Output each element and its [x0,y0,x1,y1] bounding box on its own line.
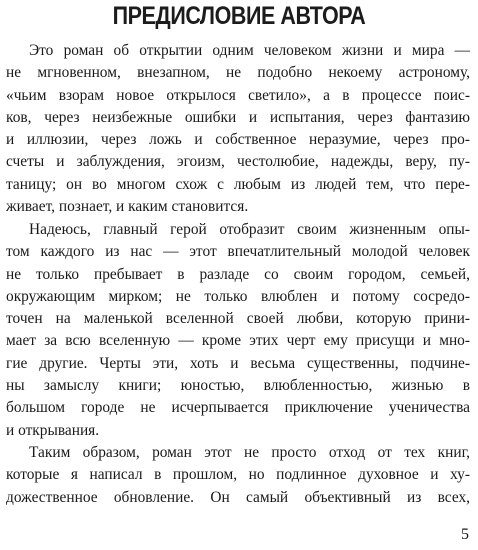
page-number: 5 [461,526,469,543]
paragraph-2 [6,219,470,442]
paragraph-1 [6,40,470,218]
text-line: не только пребывает в разладе со своим городом, семьей, [6,265,470,283]
text-line: дожественное обновление. Он самый объективный из всех, [6,488,470,506]
text-line: мает за всю вселенную — кроме этих черт ему присущи и мно- [6,332,470,350]
text-line: Это роман об открытии одним человеком жизни и мира — [29,42,470,59]
page-title: ПРЕДИСЛОВИЕ АВТОРА [112,2,366,30]
text-line: точен на маленькой вселенной своей любви, которую прини- [6,310,470,328]
text-line: окружающим мирком; не только влюблен и потому сосредо- [6,287,470,305]
text-line: гие другие. Черты эти, хоть и весьма существенны, подчине- [6,354,470,372]
text-line: ны замыслу книги; юностью, влюбленностью, жизнью в [6,377,470,395]
text-line: которые я написал в прошлом, но подлинное духовное и ху- [6,466,470,484]
text-line: ков, через неизбежные ошибки и испытания, через фантазию [6,108,470,126]
text-line: живает, познает, и каким становится. [6,198,249,216]
text-line: таницу; он во многом схож с любым из людей тем, что пере- [6,175,470,193]
text-line: и иллюзии, через ложь и собственное неразумие, через про- [6,131,470,149]
paragraph-3 [6,442,470,509]
text-line: и открывания. [6,421,100,439]
text-line: не мгновенном, внезапном, не подобно некоему астроному, [6,64,470,82]
text-line: том каждого из нас — этот впечатлительный молодой человек [6,243,470,261]
text-line: большом городе не исчерпывается приключение ученичества [6,399,470,417]
text-line: «чьим взорам новое открылося светило», а в процессе поис- [6,86,470,104]
text-line: Надеюсь, главный герой отобразит своим жизненным опы- [29,221,470,238]
text-line: счеты и заблуждения, эгоизм, честолюбие, надежды, веру, пу- [6,153,470,171]
text-line: Таким образом, роман этот не просто отход от тех книг, [29,444,470,461]
